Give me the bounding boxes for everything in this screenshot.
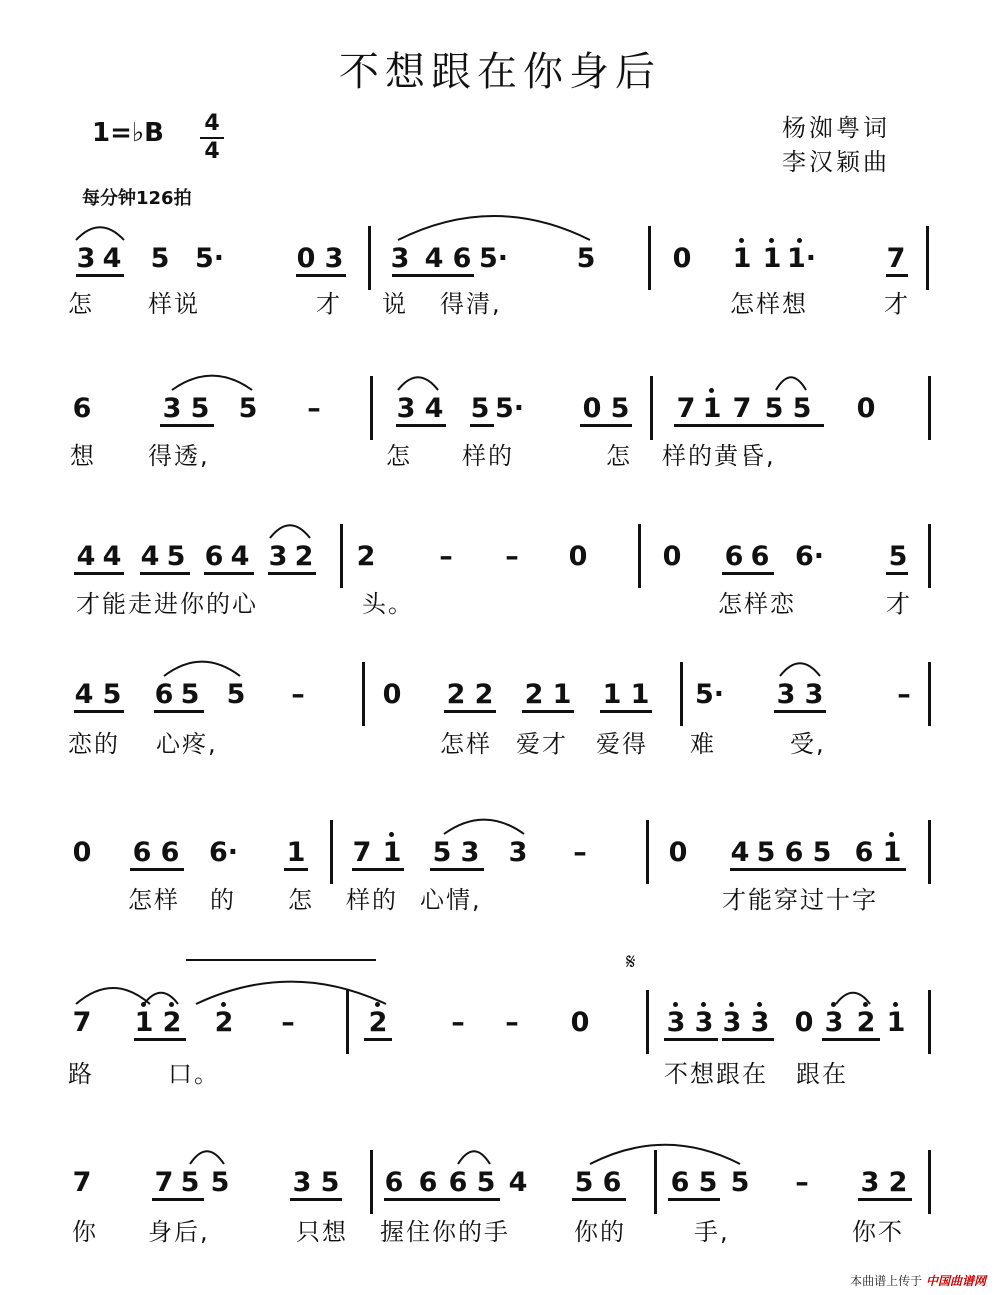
beam-underline — [154, 710, 204, 713]
note: 7 — [732, 393, 752, 424]
lyric-text: 你不 — [852, 1218, 904, 1246]
note: – — [439, 541, 453, 572]
note: 5 — [574, 1167, 594, 1198]
beam-underline — [396, 424, 446, 427]
beam-underline — [76, 274, 124, 277]
lyric-text: 怎 — [288, 886, 314, 914]
note: 3 — [396, 393, 416, 424]
note: 6 — [670, 1167, 690, 1198]
note: 1· — [787, 243, 817, 274]
note: 4 — [730, 837, 750, 868]
note: 5 — [432, 837, 452, 868]
note: 5 — [210, 1167, 230, 1198]
note: 5 — [792, 393, 812, 424]
note: 5 — [226, 679, 246, 710]
note: 0 — [568, 541, 588, 572]
beam-underline — [290, 1198, 342, 1201]
note: 0 — [382, 679, 402, 710]
beam-underline — [152, 1198, 204, 1201]
song-title: 不想跟在你身后 — [339, 49, 661, 95]
note: 5· — [695, 679, 725, 710]
note: 3 — [719, 1008, 745, 1038]
barline — [928, 1150, 931, 1214]
footer-prefix: 本曲谱上传于 — [850, 1274, 923, 1288]
note: 7 — [352, 837, 372, 868]
note: 1 — [602, 679, 622, 710]
note: 4 — [424, 243, 444, 274]
lyric-text: 手, — [694, 1218, 730, 1246]
note: 7 — [72, 1007, 92, 1038]
note: 0 — [296, 243, 316, 274]
note: 0 — [570, 1007, 590, 1038]
lyric-text: 恋的 — [68, 730, 120, 758]
note: 3 — [268, 541, 288, 572]
lyric-text: 的 — [210, 886, 236, 914]
lyric-text: 怎样 — [440, 730, 492, 758]
lyric-text: 得透, — [148, 442, 210, 470]
barline — [638, 524, 641, 588]
note: 0 — [668, 837, 688, 868]
note: 5 — [238, 393, 258, 424]
beam-underline — [886, 572, 908, 575]
lyric-text: 样的 — [346, 886, 398, 914]
lyric-text: 你 — [72, 1218, 98, 1246]
note: 4 — [102, 243, 122, 274]
lyric-text: 样的 — [462, 442, 514, 470]
barline — [346, 990, 349, 1054]
composer-credit: 李汉颖曲 — [782, 148, 890, 176]
lyric-text: 想 — [70, 442, 96, 470]
note: 3 — [821, 1008, 847, 1038]
slur-arc — [590, 1145, 740, 1164]
beam-underline — [886, 274, 908, 277]
note: 3 — [776, 679, 796, 710]
note: 3 — [324, 243, 344, 274]
note: 7 — [886, 243, 906, 274]
lyric-text: 爱得 — [596, 730, 648, 758]
barline — [654, 1150, 657, 1214]
beam-underline — [364, 1038, 392, 1041]
note: 0 — [582, 393, 602, 424]
note: 6 — [154, 679, 174, 710]
note: 5 — [576, 243, 596, 274]
slur-arc — [76, 227, 124, 240]
barline — [928, 524, 931, 588]
note: 3 — [663, 1008, 689, 1038]
note: 6 — [784, 837, 804, 868]
note: 1 — [759, 244, 785, 274]
beam-underline — [470, 424, 494, 427]
lyric-text: 心情, — [420, 886, 482, 914]
time-signature-top: 4 — [204, 111, 220, 136]
note: 1 — [286, 837, 306, 868]
key-signature: 1=♭B — [92, 118, 164, 148]
note: 2 — [524, 679, 544, 710]
time-signature-bottom: 4 — [204, 139, 220, 164]
barline — [928, 990, 931, 1054]
barline — [680, 662, 683, 726]
beam-underline — [140, 572, 190, 575]
barline — [928, 662, 931, 726]
note: 6 — [132, 837, 152, 868]
note: 3 — [390, 243, 410, 274]
note: 2 — [446, 679, 466, 710]
note: 6 — [204, 541, 224, 572]
barline — [330, 820, 333, 884]
note: 1 — [879, 838, 905, 868]
note: 6 — [750, 541, 770, 572]
note: 5 — [698, 1167, 718, 1198]
beam-underline — [822, 1038, 880, 1041]
note: 4 — [76, 541, 96, 572]
note: 3 — [162, 393, 182, 424]
note: 6 — [854, 837, 874, 868]
note: – — [451, 1007, 465, 1038]
note: 2 — [211, 1008, 237, 1038]
note: 6· — [795, 541, 825, 572]
lyric-text: 路 — [68, 1060, 94, 1088]
note: 5 — [812, 837, 832, 868]
beam-underline — [444, 710, 496, 713]
beam-underline — [352, 868, 404, 871]
slur-arc — [76, 988, 150, 1004]
lyric-text: 你的 — [574, 1218, 626, 1246]
note: 5 — [320, 1167, 340, 1198]
note: 6 — [724, 541, 744, 572]
barline — [648, 226, 651, 290]
note: 7 — [676, 393, 696, 424]
lyric-text: 才 — [886, 590, 912, 618]
barline — [368, 226, 371, 290]
beam-underline — [774, 710, 826, 713]
note: 5 — [610, 393, 630, 424]
beam-underline — [392, 274, 474, 277]
note: 7 — [154, 1167, 174, 1198]
note: 7 — [72, 1167, 92, 1198]
lyric-text: 身后, — [148, 1218, 210, 1246]
note: 5 — [180, 1167, 200, 1198]
lyric-text: 怎样想 — [730, 290, 808, 318]
note: 1 — [729, 244, 755, 274]
lyric-text: 心疼, — [156, 730, 218, 758]
slur-arc — [270, 525, 310, 538]
lyric-text: 难 — [690, 730, 716, 758]
lyric-text: 头。 — [362, 590, 414, 618]
slur-arc — [458, 1151, 490, 1164]
note: 5 — [764, 393, 784, 424]
beam-underline — [74, 710, 124, 713]
tempo-marking: 每分钟126拍 — [82, 188, 192, 209]
note: 2 — [365, 1008, 391, 1038]
beam-underline — [858, 1198, 912, 1201]
barline — [926, 226, 929, 290]
note: 2 — [294, 541, 314, 572]
note: 1 — [630, 679, 650, 710]
note: 1 — [699, 394, 725, 424]
slur-arc — [444, 820, 524, 834]
lyric-text: 样的黄昏, — [662, 442, 776, 470]
beam-underline — [664, 1038, 718, 1041]
note: 6 — [384, 1167, 404, 1198]
note: 5· — [195, 243, 225, 274]
beam-underline — [430, 868, 484, 871]
note: 2 — [853, 1008, 879, 1038]
note: 0 — [662, 541, 682, 572]
barline — [646, 990, 649, 1054]
note: 1 — [131, 1008, 157, 1038]
lyric-text: 才 — [884, 290, 910, 318]
lyric-text: 爱才 — [516, 730, 568, 758]
lyric-text: 口。 — [168, 1060, 220, 1088]
slur-arc — [776, 377, 806, 390]
note: – — [281, 1007, 295, 1038]
barline — [928, 820, 931, 884]
lyric-text: 不想跟在 — [664, 1060, 768, 1088]
beam-underline — [600, 710, 652, 713]
slur-arc — [398, 216, 590, 240]
note: 6 — [72, 393, 92, 424]
note: 6 — [160, 837, 180, 868]
note: 3 — [691, 1008, 717, 1038]
beam-underline — [296, 274, 346, 277]
note: 5 — [888, 541, 908, 572]
note: 4 — [102, 541, 122, 572]
note: 5 — [476, 1167, 496, 1198]
note: 0 — [794, 1007, 814, 1038]
beam-underline — [730, 868, 906, 871]
note: – — [573, 837, 587, 868]
note: 5 — [470, 393, 490, 424]
beam-underline — [674, 424, 824, 427]
note: 6· — [209, 837, 239, 868]
note: 2 — [356, 541, 376, 572]
note: 4 — [508, 1167, 528, 1198]
note: – — [505, 541, 519, 572]
slur-arc — [164, 662, 240, 676]
beam-underline — [130, 868, 184, 871]
note: 6 — [418, 1167, 438, 1198]
note: 5 — [730, 1167, 750, 1198]
slur-arc — [196, 982, 386, 1004]
beam-underline — [74, 572, 124, 575]
beam-underline — [284, 868, 308, 871]
note: 0 — [856, 393, 876, 424]
lyric-text: 怎样 — [128, 886, 180, 914]
note: 5 — [166, 541, 186, 572]
note: – — [505, 1007, 519, 1038]
note: 5 — [102, 679, 122, 710]
lyric-text: 受, — [790, 730, 826, 758]
note: 5 — [190, 393, 210, 424]
slur-arc — [398, 377, 438, 390]
note: 5 — [180, 679, 200, 710]
lyric-text: 只想 — [296, 1218, 348, 1246]
lyric-text: 才能走进你的心 — [76, 590, 258, 618]
slur-arc — [780, 663, 820, 676]
lyric-text: 怎 — [68, 290, 94, 318]
note: 2 — [474, 679, 494, 710]
note: 4 — [140, 541, 160, 572]
lyric-text: 跟在 — [796, 1060, 848, 1088]
note: 6 — [452, 243, 472, 274]
note: 1 — [552, 679, 572, 710]
note: 3 — [292, 1167, 312, 1198]
barline — [370, 1150, 373, 1214]
note: 3 — [747, 1008, 773, 1038]
beam-underline — [134, 1038, 186, 1041]
barline — [340, 524, 343, 588]
segno-icon: 𝄋 — [626, 950, 636, 975]
note: – — [291, 679, 305, 710]
note: 0 — [72, 837, 92, 868]
slur-arc — [190, 1151, 224, 1164]
note: 3 — [860, 1167, 880, 1198]
note: 5· — [479, 243, 509, 274]
note: 3 — [804, 679, 824, 710]
lyric-text: 怎 — [606, 442, 632, 470]
beam-underline — [160, 424, 214, 427]
beam-underline — [384, 1198, 500, 1201]
beam-underline — [722, 572, 774, 575]
note: – — [307, 393, 321, 424]
slur-arc — [172, 376, 252, 390]
lyric-text: 怎样恋 — [718, 590, 796, 618]
note: 4 — [230, 541, 250, 572]
note: 4 — [74, 679, 94, 710]
beam-underline — [580, 424, 632, 427]
note: – — [897, 679, 911, 710]
note: 4 — [424, 393, 444, 424]
lyric-text: 才能穿过十字 — [722, 886, 878, 914]
lyric-text: 握住你的手 — [380, 1218, 510, 1246]
note: 5 — [150, 243, 170, 274]
beam-underline — [722, 1038, 774, 1041]
barline — [370, 376, 373, 440]
lyric-text: 得清, — [440, 290, 502, 318]
note: 1 — [883, 1008, 909, 1038]
barline — [646, 820, 649, 884]
beam-underline — [572, 1198, 626, 1201]
lyric-text: 怎 — [386, 442, 412, 470]
note: 6 — [602, 1167, 622, 1198]
note: 2 — [159, 1008, 185, 1038]
beam-underline — [204, 572, 254, 575]
lyricist-credit: 杨洳粤词 — [782, 114, 890, 142]
footer-site: 中国曲谱网 — [925, 1274, 986, 1288]
barline — [362, 662, 365, 726]
note: 3 — [508, 837, 528, 868]
barline — [650, 376, 653, 440]
note: – — [795, 1167, 809, 1198]
note: 3 — [460, 837, 480, 868]
beam-underline — [668, 1198, 720, 1201]
note: 6 — [448, 1167, 468, 1198]
note: 2 — [888, 1167, 908, 1198]
note: 0 — [672, 243, 692, 274]
lyric-text: 才 — [316, 290, 342, 318]
lyric-text: 说 — [382, 290, 408, 318]
note: 1 — [379, 838, 405, 868]
note: 3 — [76, 243, 96, 274]
beam-underline — [268, 572, 316, 575]
barline — [928, 376, 931, 440]
note: 5 — [756, 837, 776, 868]
lyric-text: 样说 — [148, 290, 200, 318]
note: 5· — [495, 393, 525, 424]
beam-underline — [522, 710, 574, 713]
